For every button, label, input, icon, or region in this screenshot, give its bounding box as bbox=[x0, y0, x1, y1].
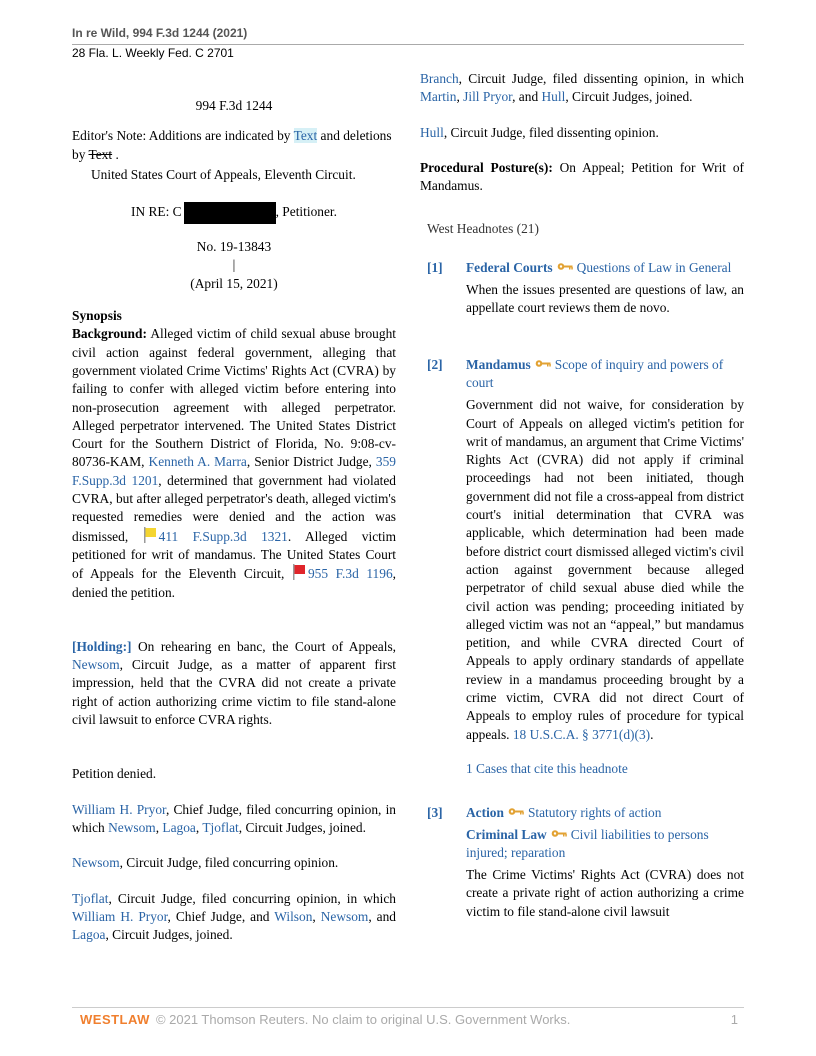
judge-link-hull-2[interactable]: Hull bbox=[420, 124, 444, 140]
procedural-posture: Procedural Posture(s): On Appeal; Petition for Writ of Mandamus. bbox=[420, 159, 744, 194]
judge-link-martin[interactable]: Martin bbox=[420, 89, 457, 105]
judge-link-newsom-4[interactable]: Newsom bbox=[320, 908, 369, 924]
docket-number: No. 19-13843 bbox=[196, 239, 272, 255]
judge-link-jill-pryor[interactable]: Jill Pryor bbox=[463, 89, 513, 105]
header-rule bbox=[72, 44, 744, 45]
key-number-icon bbox=[557, 262, 573, 271]
judge-link-newsom-2[interactable]: Newsom bbox=[108, 819, 156, 835]
judge-link-tjoflat[interactable]: Tjoflat bbox=[202, 819, 239, 835]
subtopic-link[interactable]: Statutory rights of action bbox=[527, 805, 662, 821]
case-citation: 994 F.3d 1244 bbox=[195, 98, 273, 113]
document-title: In re Wild, 994 F.3d 1244 (2021) bbox=[72, 26, 248, 40]
headnote-2 bbox=[420, 356, 744, 779]
left-column bbox=[72, 70, 396, 944]
concurring-opinion-newsom: Newsom, Circuit Judge, filed concurring opinion. bbox=[72, 855, 339, 871]
subtopic-link[interactable]: Questions of Law in General bbox=[576, 259, 732, 275]
headnote-topic bbox=[466, 356, 744, 393]
headnote-text: The Crime Victims' Rights Act (CVRA) does not create a private right of action authorizing a crime victim to file stand-alone civil lawsuit bbox=[466, 867, 744, 919]
judge-link-lagoa[interactable]: Lagoa bbox=[162, 819, 196, 835]
concurring-opinion-tjoflat: Tjoflat, Circuit Judge, filed concurring opinion, in which William H. Pryor, Chief Judge, and Wilson, Newsom, and Lagoa, Circuit Judges, joined. bbox=[72, 890, 397, 943]
judge-link-marra[interactable]: Kenneth A. Marra bbox=[148, 454, 247, 470]
topic-link[interactable]: Federal Courts bbox=[466, 259, 553, 275]
headnote-text: Government did not waive, for consideration by Court of Appeals on alleged victim's petition for writ of mandamus, an argument that Crime Victims' Rights Act (CVRA) did not apply if criminal proceedings had not been initiated, though government did not file a cross-appeal from district court's initial determination that CVRA was applicable, which determination had been made before district court dismissed alleged victim's civil action against government because alleged perpetrator of child sexual abuse died while the civil action was pending; proceeding initiated by alleged victim was not an “appeal,” but mandamus petition, and while CVRA directed Court of Appeals to apply ordinary standards of appellate review in a mandamus proceeding brought by a crime victim, CVRA did not direct Court of Appeals to employ rules of procedure for typical appeals. 18 U.S.C.A. § 3771(d)(3). bbox=[466, 397, 744, 742]
holding-label[interactable]: [Holding:] bbox=[72, 638, 132, 654]
headnote-3 bbox=[420, 804, 744, 921]
background-paragraph: Background: Alleged victim of child sexual abuse brought civil action against federal government, alleging that government violated Crime Victims' Rights Act (CVRA) by failing to confer with alleged victim before entering into non-prosecution agreement with alleged perpetrator. Alleged perpetrator intervened. The United States District Court for the Southern District of Florida, No. 9:08-cv-80736-KAM, Kenneth A. Marra, Senior District Judge, 359 F.Supp.3d 1201, determined that government had violated CVRA, but after alleged perpetrator's death, alleged victim's requested remedies were denied and the action was dismissed, 411 F.Supp.3d 1321. Alleged victim petitioned for writ of mandamus. The United States Court of Appeals for the Eleventh Circuit, 955 F.3d 1196, denied the petition. bbox=[72, 326, 396, 600]
topic-link[interactable]: Mandamus bbox=[466, 356, 531, 372]
headnote-topic-2 bbox=[466, 826, 744, 863]
statute-link[interactable]: 18 U.S.C.A. § 3771(d)(3) bbox=[512, 726, 651, 742]
disposition: Petition denied. bbox=[72, 766, 157, 782]
headnote-topic bbox=[466, 259, 744, 277]
dissenting-opinion-hull: Hull, Circuit Judge, filed dissenting opinion. bbox=[420, 124, 659, 140]
headnotes-heading: West Headnotes (21) bbox=[427, 221, 539, 237]
headnote-number[interactable]: [2] bbox=[427, 356, 443, 372]
headnote-text: When the issues presented are questions of law, an appellate court reviews them de novo. bbox=[466, 282, 744, 316]
judge-link-wilson[interactable]: Wilson bbox=[274, 908, 313, 924]
docket-separator: | bbox=[232, 257, 236, 273]
court-name: United States Court of Appeals, Eleventh Circuit. bbox=[91, 166, 356, 182]
key-number-icon bbox=[508, 807, 524, 816]
judge-link-hull[interactable]: Hull bbox=[541, 89, 566, 105]
subtopic-link[interactable]: Scope of inquiry and powers of court bbox=[466, 356, 724, 390]
page-footer bbox=[72, 1012, 744, 1027]
right-column bbox=[420, 70, 744, 921]
copyright-notice: © 2021 Thomson Reuters. No claim to original U.S. Government Works. bbox=[155, 1012, 571, 1027]
judge-link-pryor[interactable]: William H. Pryor bbox=[72, 801, 166, 817]
subtopic-link[interactable]: Civil liabilities to persons injured; reparation bbox=[466, 826, 709, 860]
decision-date: (April 15, 2021) bbox=[190, 275, 278, 291]
judge-link-lagoa-2[interactable]: Lagoa bbox=[72, 927, 106, 943]
citing-cases-link[interactable]: 1 Cases that cite this headnote bbox=[466, 760, 628, 776]
judge-link-tjoflat-2[interactable]: Tjoflat bbox=[72, 890, 109, 906]
editor-note: Editor's Note: Additions are indicated by Text and deletions by Text . bbox=[72, 128, 392, 162]
case-caption: IN RE: C , Petitioner. bbox=[72, 202, 396, 224]
judge-link-newsom-3[interactable]: Newsom bbox=[72, 855, 120, 871]
citation-link-359[interactable]: 359 F.Supp.3d 1201 bbox=[72, 454, 396, 488]
judge-link-newsom[interactable]: Newsom bbox=[72, 657, 120, 673]
redaction-block bbox=[184, 202, 276, 224]
holding-paragraph: [Holding:] On rehearing en banc, the Court of Appeals, Newsom, Circuit Judge, as a matter of apparent first impression, held that the CVRA did not create a private right of action authorizing crime victim to file stand-alone civil lawsuit to enforce CVRA rights. bbox=[72, 638, 396, 728]
headnote-topic bbox=[466, 804, 744, 822]
headnote-number[interactable]: [3] bbox=[427, 805, 443, 821]
yellow-flag-icon[interactable] bbox=[143, 527, 157, 543]
dissenting-opinion-branch: Branch, Circuit Judge, filed dissenting opinion, in which Martin, Jill Pryor, and Hull, Circuit Judges, joined. bbox=[420, 71, 744, 105]
synopsis-heading: Synopsis bbox=[72, 308, 122, 324]
topic-link[interactable]: Criminal Law bbox=[466, 826, 547, 842]
key-number-icon bbox=[551, 829, 567, 838]
topic-link[interactable]: Action bbox=[466, 805, 504, 821]
deletion-sample: Text bbox=[88, 146, 113, 162]
judge-link-branch[interactable]: Branch bbox=[420, 71, 459, 86]
reporter-citation: 28 Fla. L. Weekly Fed. C 2701 bbox=[72, 46, 234, 60]
concurring-opinion-pryor: William H. Pryor, Chief Judge, filed concurring opinion, in which Newsom, Lagoa, Tjoflat, Circuit Judges, joined. bbox=[72, 801, 397, 835]
westlaw-logo: WESTLAW bbox=[80, 1012, 150, 1027]
headnote-number[interactable]: [1] bbox=[427, 259, 443, 275]
headnote-1 bbox=[420, 259, 744, 318]
page-number: 1 bbox=[730, 1012, 738, 1027]
citation-link-411[interactable]: 411 F.Supp.3d 1321 bbox=[158, 528, 288, 544]
judge-link-pryor-2[interactable]: William H. Pryor bbox=[72, 908, 168, 924]
addition-sample: Text bbox=[293, 128, 318, 144]
citation-link-955[interactable]: 955 F.3d 1196 bbox=[307, 566, 393, 582]
red-flag-icon[interactable] bbox=[292, 564, 306, 580]
key-number-icon bbox=[535, 359, 551, 368]
footer-rule bbox=[72, 1007, 744, 1008]
